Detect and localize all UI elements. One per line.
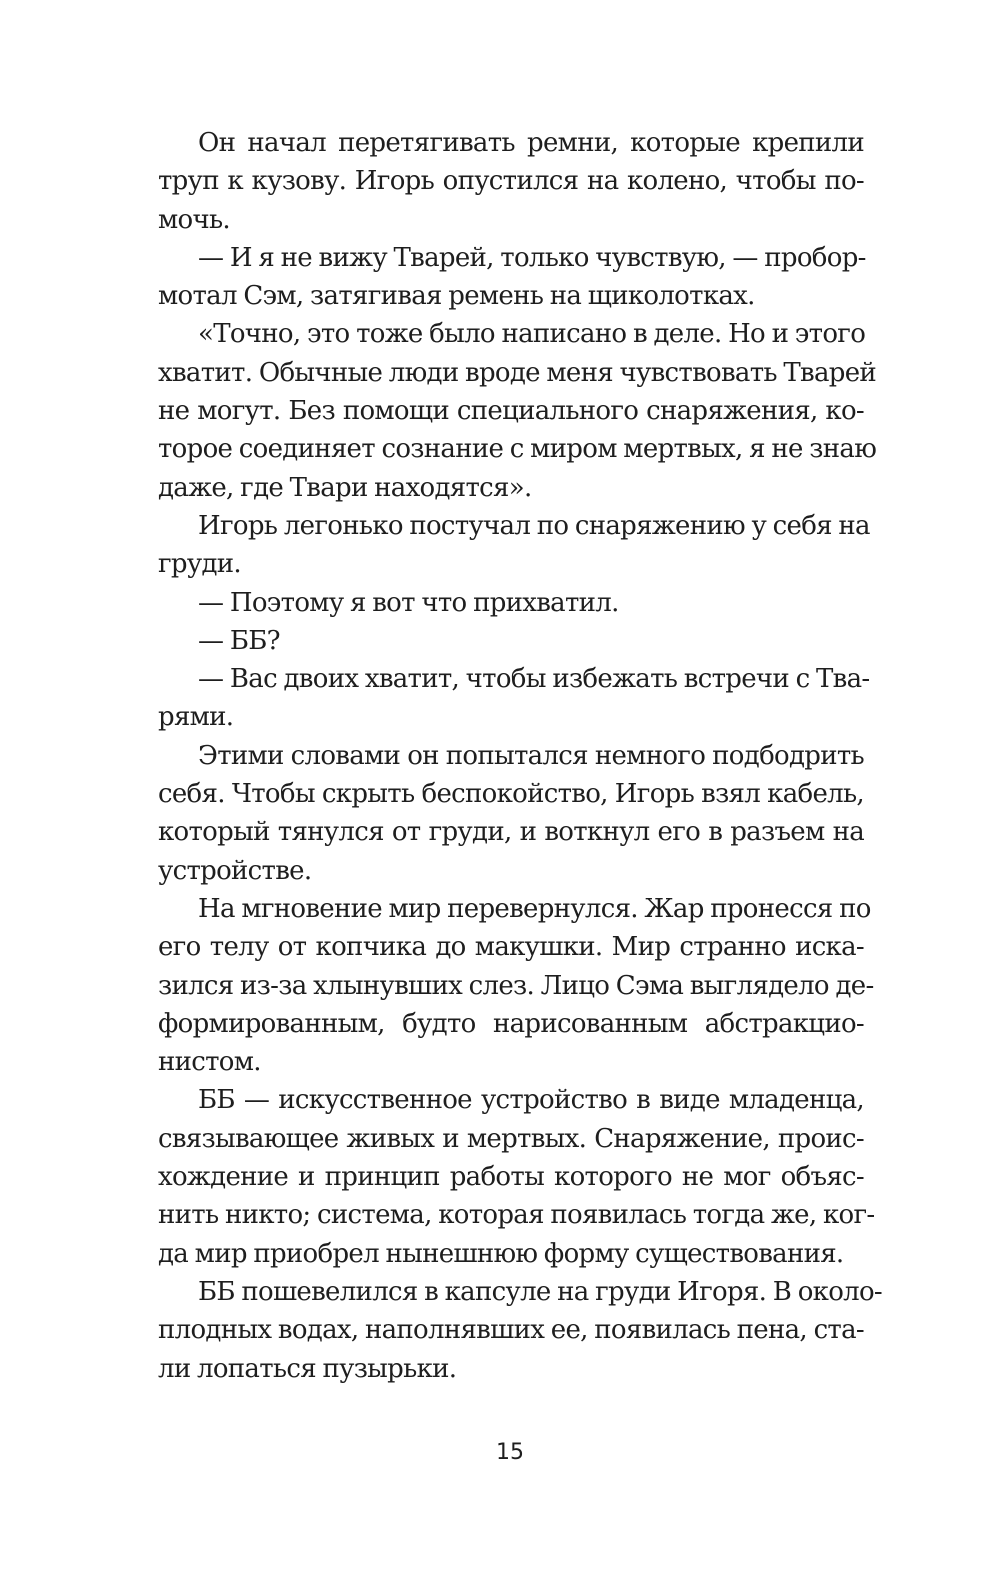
text-line: который тянулся от груди, и воткнул его в разъем на (158, 817, 864, 848)
text-line: мочь. (158, 204, 230, 235)
text-line: рями. (158, 702, 234, 733)
body-text (158, 124, 883, 1388)
text-line: зился из-за хлынувших слез. Лицо Сэма выглядело де- (158, 970, 874, 1001)
text-line: торое соединяет сознание с миром мертвых, я не знаю (158, 434, 877, 465)
text-line: хождение и принцип работы которого не мог объяс- (158, 1162, 864, 1193)
text-line: себя. Чтобы скрыть беспокойство, Игорь взял кабель, (158, 779, 864, 810)
text-line: нить никто; система, которая появилась тогда же, ког- (158, 1200, 875, 1231)
text-line: — Вас двоих хватит, чтобы избежать встречи с Тва- (198, 664, 870, 695)
text-line: груди. (158, 549, 241, 580)
text-line: не могут. Без помощи специального снаряжения, ко- (158, 396, 864, 427)
page-number: 15 (496, 1440, 524, 1465)
text-line: связывающее живых и мертвых. Снаряжение, проис- (158, 1123, 864, 1154)
text-line: — ББ? (198, 625, 280, 656)
text-line: да мир приобрел нынешнюю форму существования. (158, 1238, 844, 1269)
text-line: Он начал перетягивать ремни, которые крепили (198, 128, 864, 158)
text-line: мотал Сэм, затягивая ремень на щиколотках. (158, 281, 755, 312)
text-line: ли лопаться пузырьки. (158, 1353, 457, 1384)
text-line: Игорь легонько постучал по снаряжению у себя на (198, 510, 870, 541)
text-line: ББ — искусственное устройство в виде младенца, (198, 1085, 864, 1116)
text-line: хватит. Обычные люди вроде меня чувствовать Тварей (158, 357, 877, 388)
text-line: устройстве. (158, 855, 312, 886)
text-line: труп к кузову. Игорь опустился на колено, чтобы по- (158, 166, 864, 197)
text-line: его телу от копчика до макушки. Мир странно иска- (158, 932, 864, 963)
text-line: нистом. (158, 1047, 261, 1078)
text-line: На мгновение мир перевернулся. Жар пронесся по (198, 893, 871, 924)
text-line: ББ пошевелился в капсуле на груди Игоря. В около- (198, 1276, 883, 1307)
text-line: — И я не вижу Тварей, только чувствую, — пробор- (198, 242, 866, 273)
text-line: плодных водах, наполнявших ее, появилась пена, ста- (158, 1315, 864, 1346)
text-line: — Поэтому я вот что прихватил. (198, 587, 619, 618)
text-line: формированным, будто нарисованным абстракцио- (158, 1008, 864, 1039)
text-line: даже, где Твари находятся». (158, 472, 532, 503)
text-line: «Точно, это тоже было написано в деле. Но и этого (198, 319, 866, 350)
text-line: Этими словами он попытался немного подбодрить (198, 740, 864, 771)
